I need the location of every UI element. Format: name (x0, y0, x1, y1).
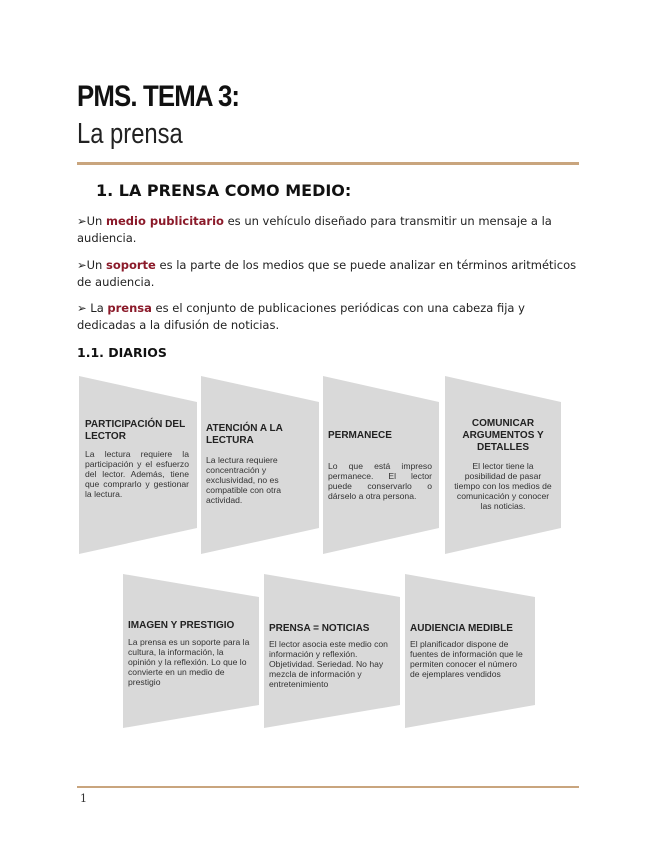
card-audiencia (405, 574, 535, 728)
paragraph-text: es la parte de los medios que se puede analizar en términos aritméticos de audiencia. (77, 258, 577, 289)
bullet-prefix: ➢ La (77, 301, 108, 315)
card-title: PRENSA = NOTICIAS (269, 623, 370, 634)
term-highlight: medio publicitario (106, 214, 224, 228)
card-body: La prensa es un soporte para la cultura, la información, la opinión y la reflexión. Lo que lo convierte en un medio de prestigio (128, 637, 250, 687)
card-noticias (264, 574, 400, 728)
card-title: AUDIENCIA MEDIBLE (410, 623, 513, 634)
card-title: PERMANECE (328, 430, 392, 441)
title-divider (77, 162, 579, 165)
card-title: PARTICIPACIÓN DEL LECTOR (85, 419, 186, 442)
page-number: 1 (80, 792, 87, 805)
card-body: El planificador dispone de fuentes de información que le permiten conocer el número de ejemplares vendidos (410, 639, 523, 679)
term-highlight: soporte (106, 258, 156, 272)
paragraph-soporte (77, 257, 577, 291)
document-subtitle: La prensa (77, 118, 183, 150)
card-title: IMAGEN Y PRESTIGIO (128, 620, 235, 631)
card-body: El lector asocia este medio con información y reflexión. Objetividad. Seriedad. No hay mezcla de información y entretenimiento (269, 639, 388, 689)
bullet-prefix: ➢Un (77, 214, 106, 228)
card-imagen (123, 574, 259, 728)
card-body: La lectura requiere concentración y exclusividad, no es compatible con otra actividad. (206, 455, 281, 505)
term-highlight: prensa (107, 301, 152, 315)
paragraph-prensa (77, 300, 577, 334)
card-body: La lectura requiere la participación y el esfuerzo del lector. Además, tiene que comprarlo y gestionar la lectura. (85, 449, 189, 499)
subsection-heading: 1.1. DIARIOS (77, 345, 167, 360)
paragraph-text: es el conjunto de publicaciones periódicas con una cabeza fija y dedicadas a la difusión de noticias. (77, 301, 525, 332)
card-atencion (201, 376, 319, 554)
card-participacion (79, 376, 197, 554)
card-title: ATENCIÓN A LA LECTURA (206, 423, 283, 446)
document-title: PMS. TEMA 3: (77, 80, 240, 113)
footer-divider (77, 786, 579, 788)
card-comunicar (445, 376, 561, 554)
bullet-prefix: ➢Un (77, 258, 106, 272)
card-body: El lector tiene la posibilidad de pasar tiempo con los medios de comunicación y conocer las noticias. (454, 461, 552, 511)
section-heading: 1. LA PRENSA COMO MEDIO: (96, 181, 352, 200)
paragraph-medio (77, 213, 577, 247)
paragraph-text: es un vehículo diseñado para transmitir un mensaje a la audiencia. (77, 214, 552, 245)
card-permanece (323, 376, 439, 554)
card-title: COMUNICAR ARGUMENTOS Y DETALLES (462, 418, 544, 453)
card-body: Lo que está impreso permanece. El lector puede conservarlo o dárselo a otra persona. (328, 461, 432, 501)
